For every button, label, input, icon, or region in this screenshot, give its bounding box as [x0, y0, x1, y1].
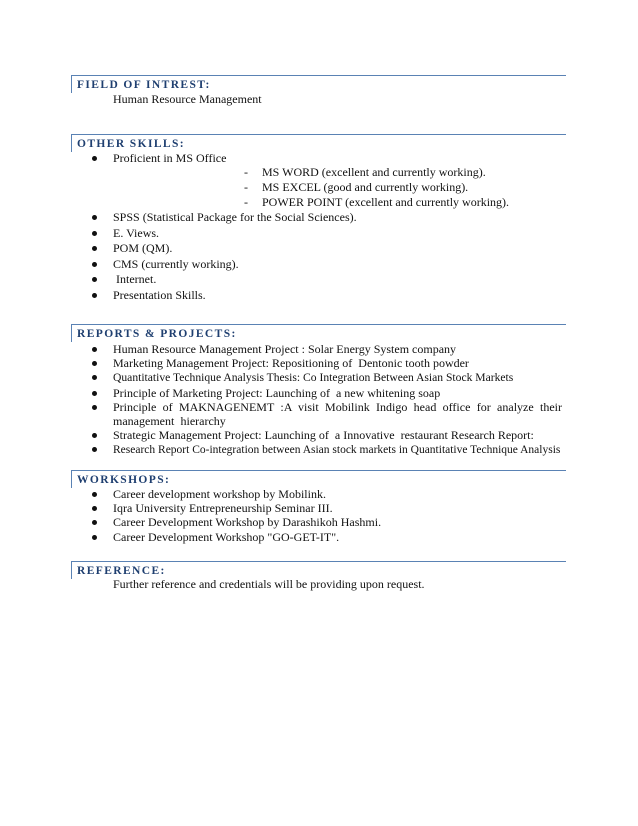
bullet-icon	[92, 277, 97, 282]
list-item	[0, 501, 562, 515]
list-item-text: Research Report Co-integration between Asian stock markets in Quantitative Technique Analysis	[113, 444, 561, 457]
list-item-text: E. Views.	[113, 225, 160, 240]
projects-list	[0, 342, 638, 458]
bullet-icon	[92, 246, 97, 251]
list-item	[0, 241, 562, 257]
bullet-icon	[92, 231, 97, 236]
sub-list-item	[113, 195, 638, 210]
list-item	[0, 370, 562, 385]
section-title: FIELD OF INTREST:	[77, 79, 211, 91]
list-item	[0, 342, 562, 356]
bullet-icon	[92, 405, 97, 410]
list-item	[0, 272, 562, 288]
section-header	[71, 470, 566, 488]
list-item	[0, 487, 562, 501]
bullet-icon	[92, 361, 97, 366]
section-header	[71, 75, 566, 93]
section-title: REFERENCE:	[77, 565, 166, 577]
bullet-icon	[92, 293, 97, 298]
list-item	[0, 257, 562, 273]
list-item-text: Principle of MAKNAGENEMT :A visit Mobilink Indigo head office for analyze their management hierarchy	[113, 399, 562, 429]
list-item	[0, 515, 562, 529]
list-item	[0, 428, 562, 442]
reference-text: Further reference and credentials will be providing upon request.	[113, 577, 425, 591]
bullet-icon	[92, 347, 97, 352]
list-item	[0, 151, 562, 210]
sub-list-item	[113, 180, 638, 195]
list-item-text: SPSS (Statistical Package for the Social Sciences).	[113, 210, 357, 225]
bullet-icon	[92, 535, 97, 540]
section-title: OTHER SKILLS:	[77, 138, 185, 150]
list-item	[0, 400, 562, 428]
dash-icon: -	[244, 165, 248, 180]
sub-list-item	[113, 165, 638, 180]
dash-icon: -	[244, 195, 248, 210]
list-item-text: Presentation Skills.	[113, 287, 206, 302]
list-item-text: Iqra University Entrepreneurship Seminar III.	[113, 501, 333, 516]
list-item-text: Strategic Management Project: Launching of a Innovative restaurant Research Report:	[113, 428, 534, 443]
list-item	[0, 530, 562, 544]
bullet-icon	[92, 520, 97, 525]
skills-list	[0, 151, 638, 303]
list-item-text: Marketing Management Project: Repositioning of Dentonic tooth powder	[113, 356, 469, 371]
list-item	[0, 210, 562, 226]
bullet-icon	[92, 215, 97, 220]
section-header	[71, 134, 566, 152]
list-item-text: Career Development Workshop by Darashikoh Hashmi.	[113, 515, 382, 530]
list-item-text: Career Development Workshop "GO-GET-IT".	[113, 529, 340, 544]
list-item-text: Career development workshop by Mobilink.	[113, 487, 326, 501]
list-item	[0, 288, 562, 304]
list-item	[0, 442, 562, 457]
bullet-icon	[92, 506, 97, 511]
bullet-icon	[92, 492, 97, 497]
list-item	[0, 386, 562, 400]
sub-list-item-text: POWER POINT (excellent and currently working).	[262, 195, 510, 210]
dash-icon: -	[244, 180, 248, 195]
bullet-icon	[92, 433, 97, 438]
list-item	[0, 356, 562, 370]
sub-list-item-text: MS WORD (excellent and currently working).	[262, 165, 486, 180]
field-of-interest-text: Human Resource Management	[113, 92, 262, 106]
sub-list-item-text: MS EXCEL (good and currently working).	[262, 180, 469, 195]
list-item-text: POM (QM).	[113, 241, 173, 256]
section-header	[71, 324, 566, 342]
list-item-text: Proficient in MS Office	[113, 151, 227, 165]
list-item	[0, 226, 562, 242]
section-title: WORKSHOPS:	[77, 474, 171, 486]
ms-office-sublist	[113, 165, 562, 210]
workshops-list	[0, 487, 638, 544]
bullet-icon	[92, 375, 97, 380]
list-item-text: Internet.	[113, 272, 157, 287]
list-item-text: Quantitative Technique Analysis Thesis: Co Integration Between Asian Stock Markets	[113, 371, 514, 385]
list-item-text: Human Resource Management Project : Solar Energy System company	[113, 342, 457, 356]
list-item-text: CMS (currently working).	[113, 256, 239, 271]
bullet-icon	[92, 391, 97, 396]
bullet-icon	[92, 262, 97, 267]
bullet-icon	[92, 156, 97, 161]
bullet-icon	[92, 447, 97, 452]
section-title: REPORTS & PROJECTS:	[77, 328, 237, 340]
list-item-text: Principle of Marketing Project: Launching of a new whitening soap	[113, 385, 441, 400]
